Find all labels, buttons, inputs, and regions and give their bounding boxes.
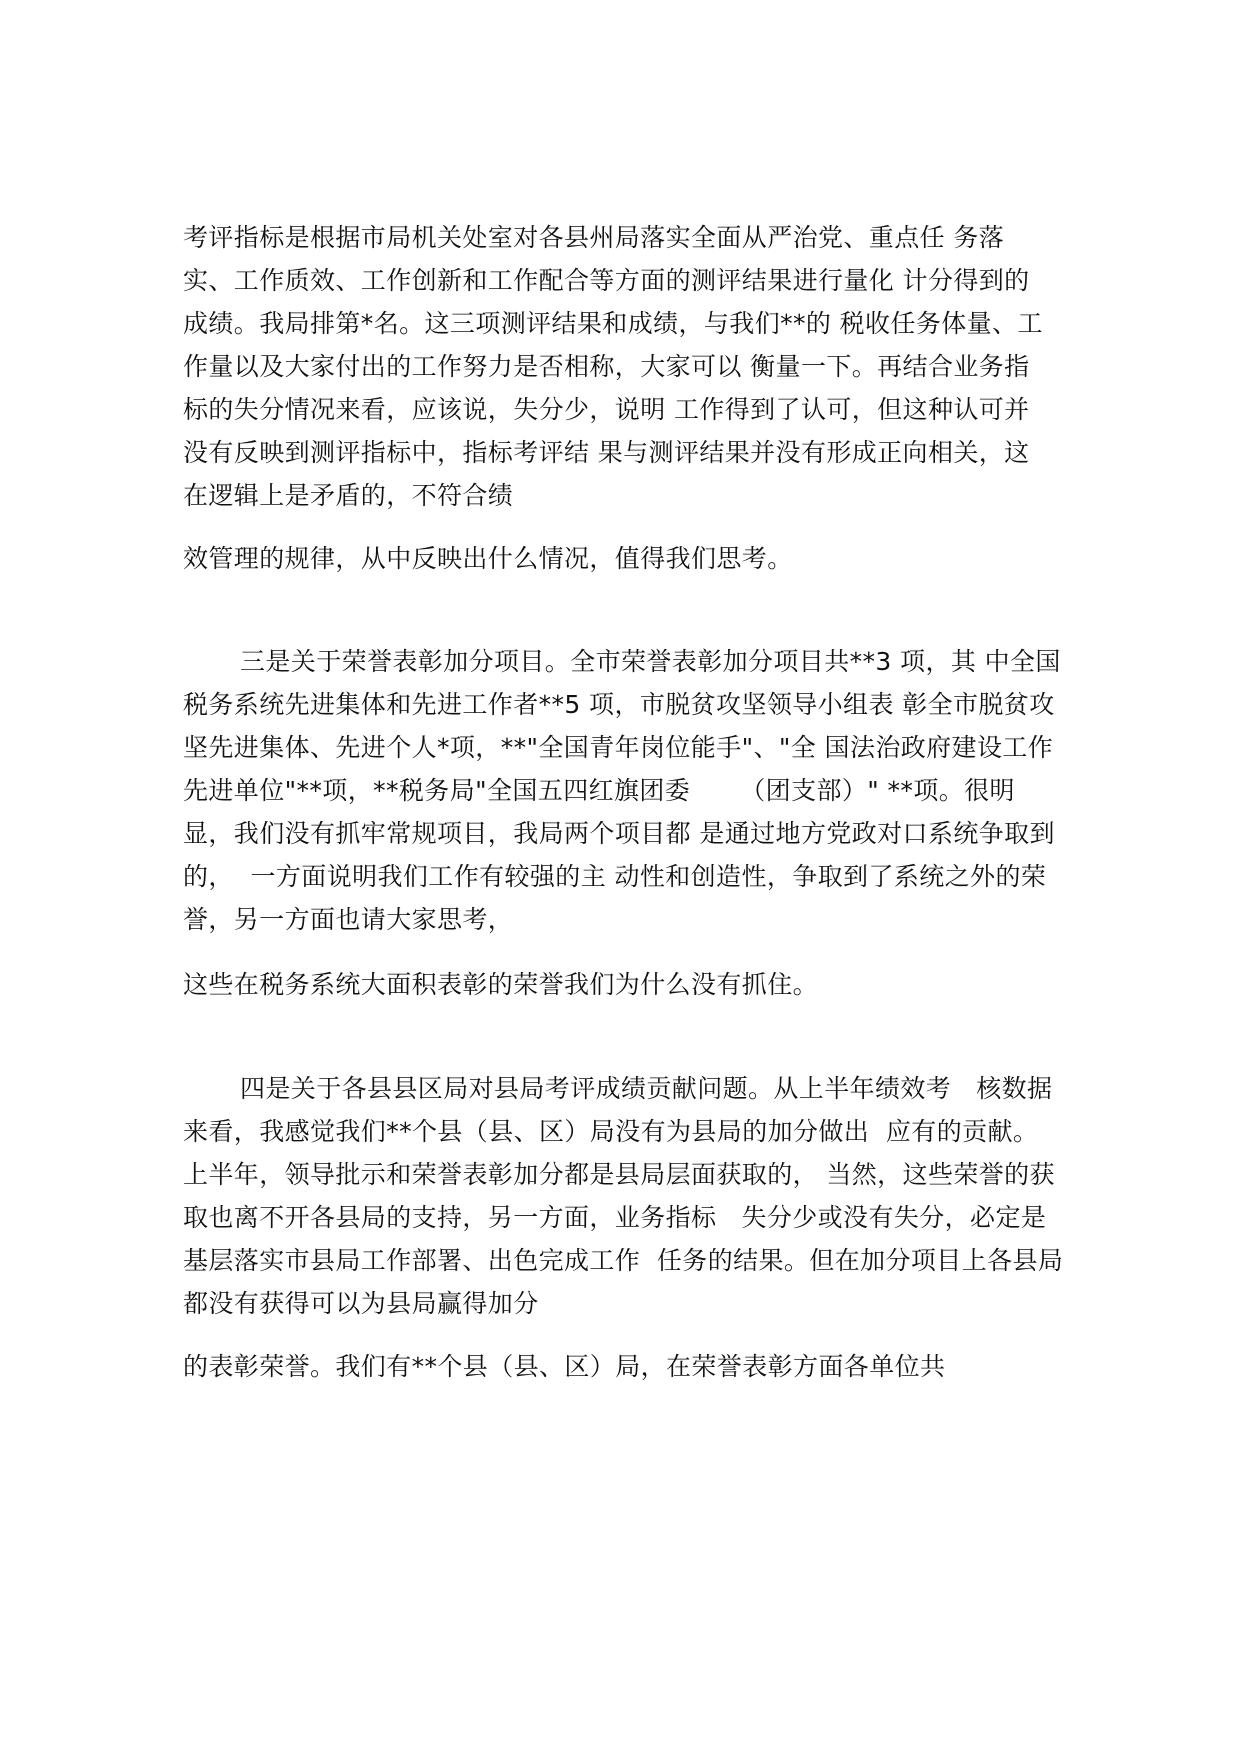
text-line: 取也离不开各县局的支持，另一方面，业务指标 失分少或没有失分，必定是 (183, 1203, 1047, 1232)
text-line: 考评指标是根据市局机关处室对各县州局落实全面从严治党、重点任 务落 (183, 223, 1005, 252)
text-line: 上半年，领导批示和荣誉表彰加分都是县局层面获取的， 当然，这些荣誉的获 (183, 1160, 1055, 1189)
text-line: 先进单位"**项，**税务局"全国五四红旗团委 （团支部）" **项。很明 (183, 776, 1015, 805)
text-line: 的表彰荣誉。我们有**个县（县、区）局，在荣誉表彰方面各单位共 (183, 1352, 946, 1381)
text-line: 这些在税务系统大面积表彰的荣誉我们为什么没有抓住。 (183, 970, 819, 999)
text-line: 四是关于各县县区局对县局考评成绩贡献问题。从上半年绩效考 核数据 (240, 1074, 1053, 1103)
text-line: 标的失分情况来看，应该说，失分少，说明 工作得到了认可，但这种认可并 (183, 395, 1030, 424)
text-line: 在逻辑上是矛盾的，不符合绩 (183, 481, 514, 510)
text-line: 都没有获得可以为县局赢得加分 (183, 1289, 539, 1318)
text-line: 作量以及大家付出的工作努力是否相称，大家可以 衡量一下。再结合业务指 (183, 352, 1030, 381)
text-line: 税务系统先进集体和先进工作者**5 项，市脱贫攻坚领导小组表 彰全市脱贫攻 (183, 690, 1055, 719)
text-line: 三是关于荣誉表彰加分项目。全市荣誉表彰加分项目共**3 项，其 中全国 (240, 647, 1061, 676)
text-line: 的， 一方面说明我们工作有较强的主 动性和创造性，争取到了系统之外的荣 (183, 862, 1047, 891)
text-line: 来看，我感觉我们**个县（县、区）局没有为县局的加分做出 应有的贡献。 (183, 1117, 1039, 1146)
text-line: 没有反映到测评指标中，指标考评结 果与测评结果并没有形成正向相关，这 (183, 438, 1030, 467)
text-line: 基层落实市县局工作部署、出色完成工作 任务的结果。但在加分项目上各县局 (183, 1246, 1064, 1275)
text-line: 显，我们没有抓牢常规项目，我局两个项目都 是通过地方党政对口系统争取到 (183, 819, 1055, 848)
text-line: 实、工作质效、工作创新和工作配合等方面的测评结果进行量化 计分得到的 (183, 266, 1030, 295)
text-line: 坚先进集体、先进个人*项，**"全国青年岗位能手"、"全 国法治政府建设工作 (183, 733, 1054, 762)
text-line: 誉，另一方面也请大家思考， (183, 905, 514, 934)
text-line: 成绩。我局排第*名。这三项测评结果和成绩，与我们**的 税收任务体量、工 (183, 309, 1043, 338)
text-line: 效管理的规律，从中反映出什么情况，值得我们思考。 (183, 544, 793, 573)
